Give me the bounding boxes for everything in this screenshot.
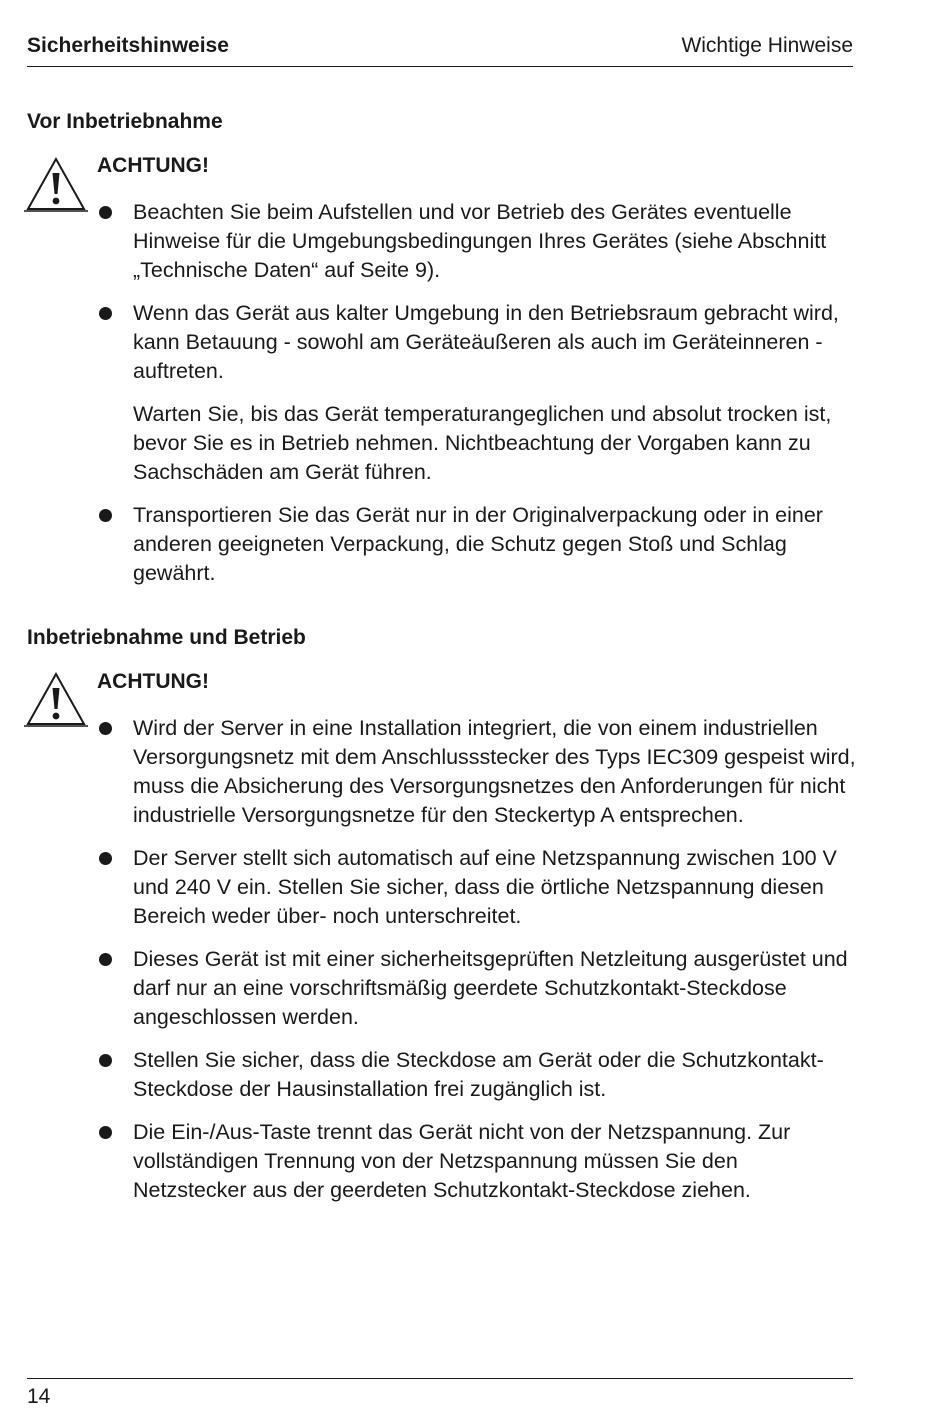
warning-list-1 bbox=[97, 198, 857, 602]
header-chapter: Sicherheitshinweise bbox=[27, 34, 229, 57]
bullet-icon bbox=[99, 206, 112, 219]
list-item bbox=[97, 1046, 857, 1104]
bullet-icon bbox=[99, 722, 112, 735]
bullet-icon bbox=[99, 1054, 112, 1067]
bullet-icon bbox=[99, 953, 112, 966]
page-header bbox=[27, 30, 853, 67]
list-item bbox=[97, 198, 857, 285]
list-item-text: Wenn das Gerät aus kalter Umgebung in den Betriebsraum gebracht wird, kann Betauung - sowohl am Geräteäußeren als auch im Geräteinneren - auftreten. bbox=[133, 301, 839, 383]
list-item-text: Dieses Gerät ist mit einer sicherheitsgeprüften Netzleitung ausgerüstet und darf nur an eine vorschriftsmäßig geerdete Schutzkontakt-Steckdose angeschlossen werden. bbox=[133, 947, 848, 1029]
list-item bbox=[97, 945, 857, 1032]
list-item-text: Stellen Sie sicher, dass die Steckdose am Gerät oder die Schutzkontakt-Steckdose der Hausinstallation frei zugänglich ist. bbox=[133, 1048, 824, 1101]
section-title-inbetriebnahme-und-betrieb: Inbetriebnahme und Betrieb bbox=[27, 626, 306, 649]
list-item-text: Der Server stellt sich automatisch auf eine Netzspannung zwischen 100 V und 240 V ein. Stellen Sie sicher, dass die örtliche Netzspannung diesen Bereich weder über- noch unterschreitet. bbox=[133, 846, 837, 928]
warning-triangle-icon bbox=[24, 156, 88, 214]
bullet-icon bbox=[99, 307, 112, 320]
list-item bbox=[97, 844, 857, 931]
warning-list-2 bbox=[97, 714, 857, 1219]
list-item bbox=[97, 714, 857, 830]
warning-label: ACHTUNG! bbox=[97, 154, 209, 177]
warning-triangle-icon bbox=[24, 671, 88, 729]
list-item-text: Warten Sie, bis das Gerät temperaturangeglichen und absolut trocken ist, bevor Sie es in Betrieb nehmen. Nichtbeachtung der Vorgaben kann zu Sachschäden am Gerät führen. bbox=[133, 402, 832, 484]
list-item bbox=[97, 299, 857, 487]
bullet-icon bbox=[99, 852, 112, 865]
bullet-icon bbox=[99, 1126, 112, 1139]
section-title-vor-inbetriebnahme: Vor Inbetriebnahme bbox=[27, 110, 223, 133]
page-footer bbox=[27, 1378, 853, 1408]
list-item-text: Die Ein-/Aus-Taste trennt das Gerät nicht von der Netzspannung. Zur vollständigen Trennung von der Netzspannung müssen Sie den Netzstecker aus der geerdeten Schutzkontakt-Steckdose ziehen. bbox=[133, 1120, 791, 1202]
page-number: 14 bbox=[27, 1385, 51, 1408]
header-section: Wichtige Hinweise bbox=[681, 34, 853, 57]
list-item-text: Beachten Sie beim Aufstellen und vor Betrieb des Gerätes eventuelle Hinweise für die Umgebungsbedingungen Ihres Gerätes (siehe Abschnitt „Technische Daten“ auf Seite 9). bbox=[133, 200, 827, 282]
warning-label: ACHTUNG! bbox=[97, 670, 209, 693]
list-item-text: Wird der Server in eine Installation integriert, die von einem industriellen Versorgungsnetz mit dem Anschlussstecker des Typs IEC309 gespeist wird, muss die Absicherung des Versorgungsnetzes den Anforderungen für nicht industrielle Versorgungsnetze für den Steckertyp A entsprechen. bbox=[133, 716, 856, 827]
list-item-text: Transportieren Sie das Gerät nur in der Originalverpackung oder in einer anderen geeigneten Verpackung, die Schutz gegen Stoß und Schlag gewährt. bbox=[133, 503, 823, 585]
bullet-icon bbox=[99, 509, 112, 522]
list-item bbox=[97, 1118, 857, 1205]
list-item bbox=[97, 501, 857, 588]
